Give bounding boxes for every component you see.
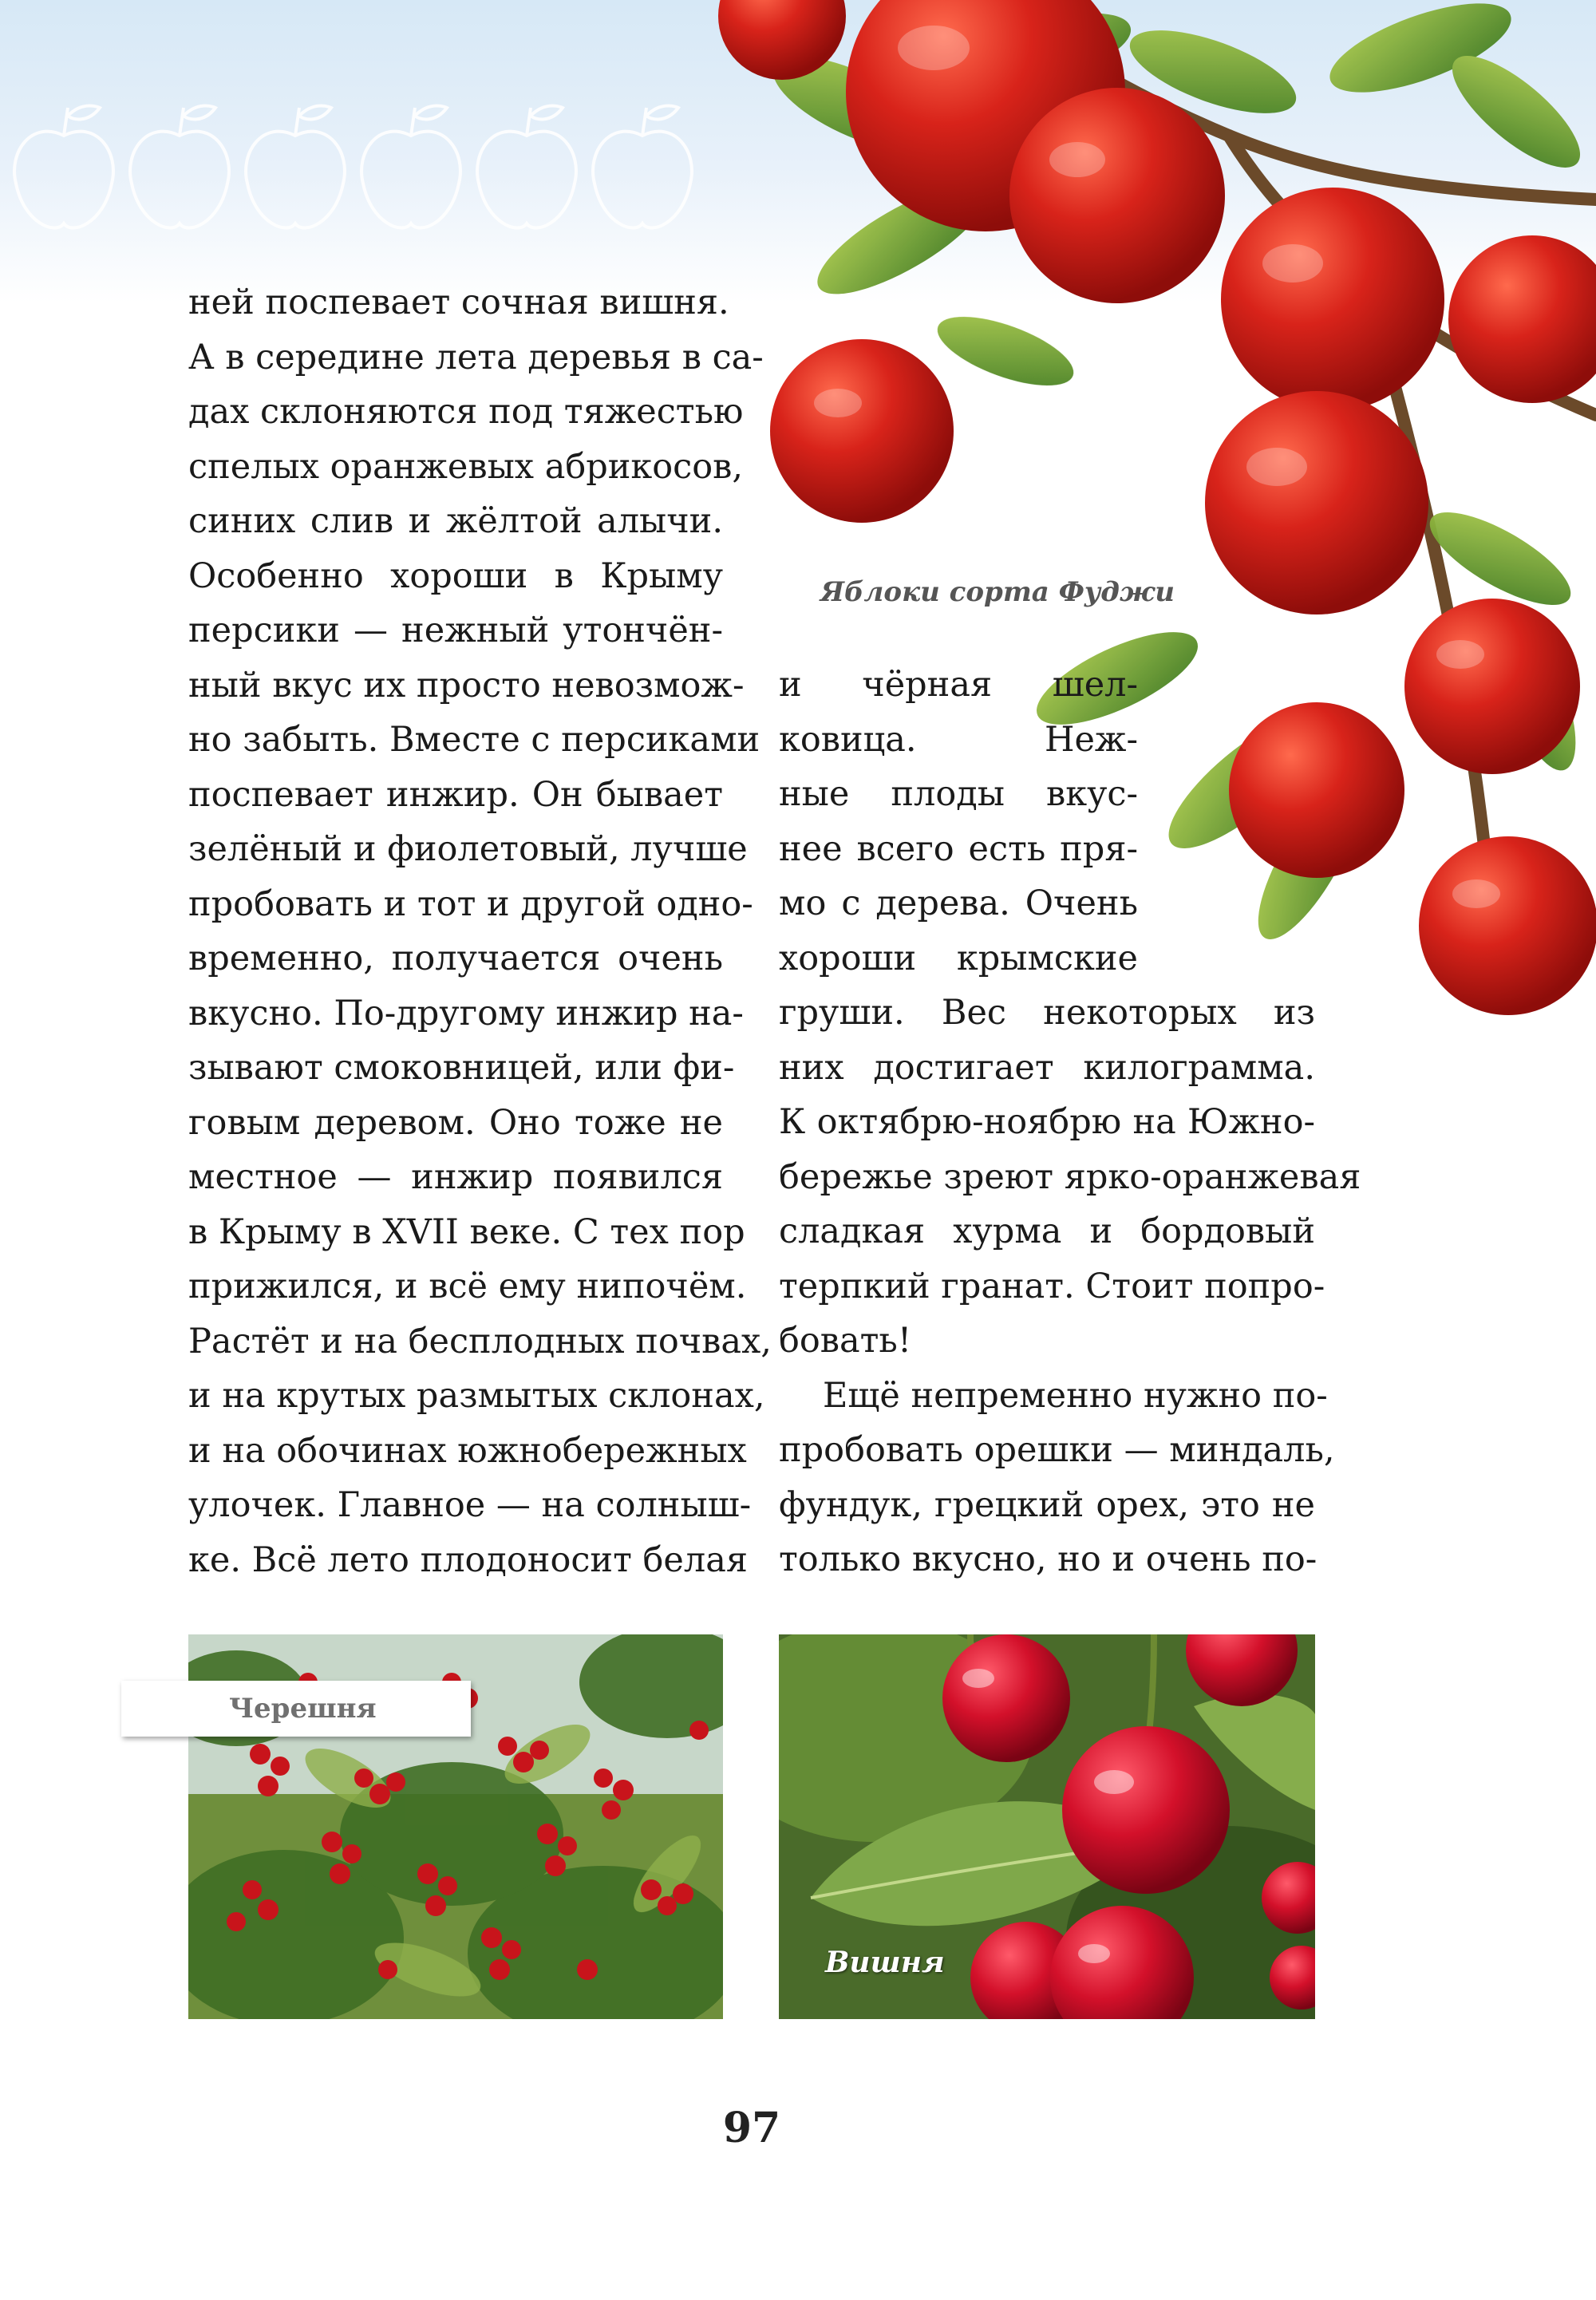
- text-line: пробовать и тот и другой одно-: [188, 883, 753, 924]
- text-line: пробовать орешки — миндаль,: [779, 1430, 1335, 1470]
- text-column-right-paragraph2: [779, 1369, 1335, 1587]
- caption-sour-cherry: Вишня: [825, 1946, 945, 1979]
- text-line: синих слив и жёлтой алычи.: [188, 501, 723, 541]
- text-line: спелых оранжевых абрикосов,: [188, 446, 744, 487]
- text-line: в Крыму в XVII веке. С тех пор: [188, 1211, 745, 1252]
- text-line: Особенно хороши в Крыму: [188, 555, 723, 596]
- text-line: вкусно. По-другому инжир на-: [188, 993, 744, 1033]
- text-line: ке. Всё лето плодоносит белая: [188, 1539, 748, 1580]
- text-line: дах склоняются под тяжестью: [188, 392, 744, 432]
- text-line: и на крутых размытых склонах,: [188, 1376, 765, 1416]
- text-column-right: [779, 658, 1361, 1587]
- text-line: терпкий гранат. Стоит попро-: [779, 1266, 1325, 1306]
- text-line: них достигает килограмма.: [779, 1047, 1315, 1088]
- text-line: и чёрная шел-: [779, 665, 1138, 705]
- text-line: зывают смоковницей, или фи-: [188, 1048, 735, 1088]
- text-line: ные плоды вкус-: [779, 774, 1138, 814]
- text-column-left: [188, 275, 772, 1587]
- text-line: ней поспевает сочная вишня.: [188, 283, 729, 322]
- text-line: местное — инжир появился: [188, 1157, 723, 1197]
- text-line: ный вкус их просто невозмож-: [188, 665, 745, 705]
- text-line: зелёный и фиолетовый, лучше: [188, 829, 748, 869]
- text-line: Растёт и на бесплодных почвах,: [188, 1321, 772, 1361]
- text-line: хороши крымские: [779, 938, 1138, 978]
- text-column-right-narrow: [779, 658, 1138, 986]
- text-line: но забыть. Вместе с персиками: [188, 720, 760, 760]
- text-line: улочек. Главное — на солныш-: [188, 1485, 752, 1525]
- text-line: сладкая хурма и бордовый: [779, 1211, 1315, 1251]
- text-line: Ещё непременно нужно по-: [823, 1375, 1328, 1416]
- text-line: бережье зреют ярко-оранжевая: [779, 1156, 1361, 1197]
- text-line: бовать!: [779, 1321, 912, 1361]
- text-column-right-wide: [779, 986, 1361, 1369]
- page-number: 97: [722, 2104, 781, 2152]
- text-line: нее всего есть пря-: [779, 828, 1138, 869]
- text-line: говым деревом. Оно тоже не: [188, 1102, 723, 1143]
- caption-sweet-cherry: Черешня: [121, 1681, 471, 1737]
- text-line: персики — нежный утончён-: [188, 611, 723, 650]
- text-line: А в середине лета деревья в са-: [188, 337, 764, 377]
- text-line: ковица. Неж-: [779, 719, 1138, 760]
- text-line: прижился, и всё ему нипочём.: [188, 1267, 747, 1306]
- text-line: К октябрю-ноябрю на Южно-: [779, 1102, 1315, 1142]
- apple-outline-pattern: [0, 88, 798, 247]
- caption-apples: Яблоки сорта Фуджи: [820, 576, 1175, 608]
- text-line: только вкусно, но и очень по-: [779, 1539, 1317, 1579]
- text-line: мо с дерева. Очень: [779, 883, 1138, 923]
- text-line: фундук, грецкий орех, это не: [779, 1484, 1315, 1525]
- text-line: временно, получается очень: [188, 939, 723, 978]
- text-line: и на обочинах южнобережных: [188, 1430, 747, 1471]
- text-line: поспевает инжир. Он бывает: [188, 774, 723, 815]
- text-line: груши. Вес некоторых из: [779, 993, 1315, 1033]
